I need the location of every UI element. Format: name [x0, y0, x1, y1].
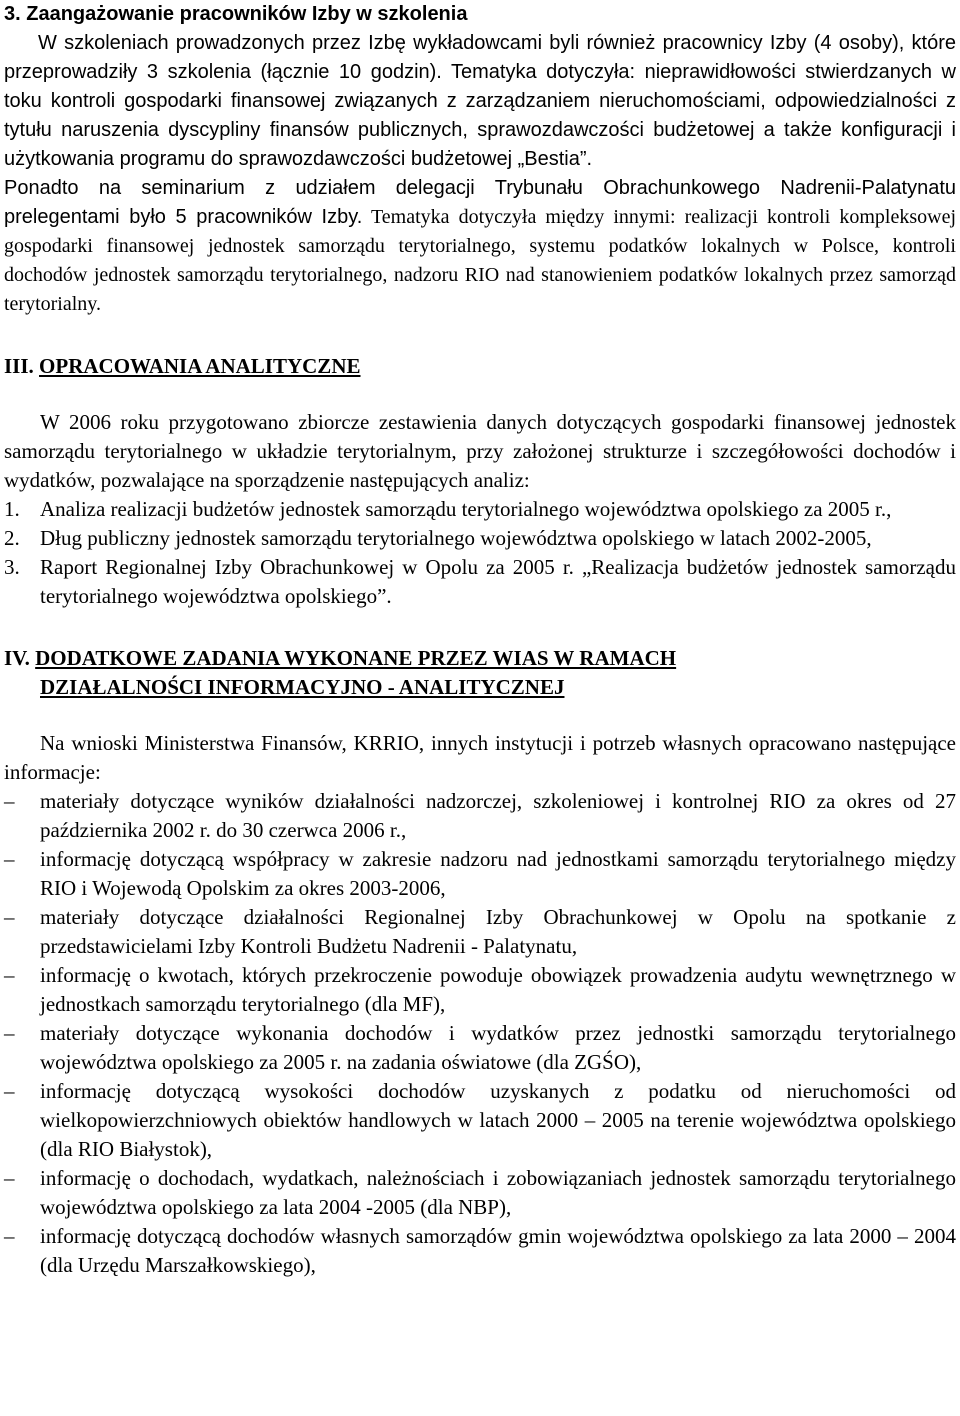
document-page	[4, 0, 956, 1280]
list-item-text: informację o kwotach, których przekroczenie powoduje obowiązek prowadzenia audytu wewnętrznego w jednostkach samorządu terytorialnego (dla MF),	[40, 963, 956, 1016]
list-item	[4, 553, 956, 611]
list-item-number: 1.	[4, 497, 20, 521]
list-item	[4, 1164, 956, 1222]
list-item-text: Analiza realizacji budżetów jednostek samorządu terytorialnego województwa opolskiego za 2005 r.,	[40, 497, 892, 521]
list-item	[4, 961, 956, 1019]
list-item-text: Dług publiczny jednostek samorządu terytorialnego województwa opolskiego w latach 2002-2005,	[40, 526, 872, 550]
list-item-text: informację dotyczącą wysokości dochodów uzyskanych z podatku od nieruchomości od wielkopowierzchniowych obiektów handlowych w latach 2000 – 2005 na terenie województwa opolskiego (dla RIO Białystok),	[40, 1079, 956, 1161]
list-item-text: informację o dochodach, wydatkach, należnościach i zobowiązaniach jednostek samorządu terytorialnego województwa opolskiego za lata 2004 -2005 (dla NBP),	[40, 1166, 956, 1219]
section-iii-title: OPRACOWANIA ANALITYCZNE	[39, 354, 361, 378]
dash-bullet: –	[4, 963, 15, 987]
section-iv-title-line-2: DZIAŁALNOŚCI INFORMACYJNO - ANALITYCZNEJ	[40, 675, 565, 699]
list-item	[4, 524, 956, 553]
dash-bullet: –	[4, 1021, 15, 1045]
section-iv-title-line-1: DODATKOWE ZADANIA WYKONANE PRZEZ WIAS W RAMACH	[35, 646, 677, 670]
dash-bullet: –	[4, 1079, 15, 1103]
section-iv-intro: Na wnioski Ministerstwa Finansów, KRRIO, innych instytucji i potrzeb własnych opracowano następujące informacje:	[4, 731, 956, 784]
section-iii-heading	[4, 352, 956, 381]
list-item	[4, 787, 956, 845]
dash-bullet: –	[4, 1166, 15, 1190]
dash-bullet: –	[4, 847, 15, 871]
list-item	[4, 1077, 956, 1164]
list-item-number: 3.	[4, 555, 20, 579]
section-3-paragraph-2-part-a: Ponadto na seminarium z udziałem delegacji Trybunału Obrachunkowego Nadrenii-Palatynatu prelegentami było 5 pracowników Izby.	[4, 177, 956, 228]
list-item-text: informację dotyczącą dochodów własnych samorządów gmin województwa opolskiego za lata 2000 – 2004 (dla Urzędu Marszałkowskiego),	[40, 1224, 956, 1277]
section-3-paragraph-1: W szkoleniach prowadzonych przez Izbę wykładowcami byli również pracownicy Izby (4 osoby), które przeprowadziły 3 szkolenia (łącznie 10 godzin). Tematyka dotyczyła: nieprawidłowości stwierdzanych w toku kontroli gospodarki finansowej związanych z zarządzaniem nieruchomościami, odpowiedzialności z tytułu naruszenia dyscypliny finansów publicznych, sprawozdawczości budżetowej a także konfiguracji i użytkowania programu do sprawozdawczości budżetowej „Bestia”.	[4, 32, 956, 170]
spacer	[4, 381, 956, 408]
section-3-paragraph-2-part-b: Tematyka dotyczyła między innymi: realizacji kontroli kompleksowej gospodarki finansowej jednostek samorządu terytorialnego, systemu podatków lokalnych w Polsce, kontroli dochodów jednostek samorządu terytorialnego, nadzoru RIO nad stanowieniem podatków lokalnych przez samorząd terytorialny.	[4, 206, 957, 315]
section-iv-list	[4, 787, 956, 1280]
section-iv-number: IV.	[4, 646, 30, 670]
list-item-text: informację dotyczącą współpracy w zakresie nadzoru nad jednostkami samorządu terytorialnego między RIO i Wojewodą Opolskim za okres 2003-2006,	[40, 847, 956, 900]
list-item-text: Raport Regionalnej Izby Obrachunkowej w Opolu za 2005 r. „Realizacja budżetów jednostek samorządu terytorialnego województwa opolskiego”.	[40, 555, 956, 608]
list-item-number: 2.	[4, 526, 20, 550]
section-iii-intro: W 2006 roku przygotowano zbiorcze zestawienia danych dotyczących gospodarki finansowej jednostek samorządu terytorialnego w układzie terytorialnym, przy założonej strukturze i szczegółowości dochodów i wydatków, pozwalające na sporządzenie następujących analiz:	[4, 410, 956, 492]
dash-bullet: –	[4, 905, 15, 929]
list-item	[4, 495, 956, 524]
section-3-heading: 3. Zaangażowanie pracowników Izby w szkolenia	[4, 3, 468, 25]
spacer	[4, 319, 956, 352]
list-item	[4, 845, 956, 903]
list-item	[4, 1222, 956, 1280]
list-item	[4, 1019, 956, 1077]
spacer	[4, 611, 956, 644]
list-item	[4, 903, 956, 961]
list-item-text: materiały dotyczące działalności Regionalnej Izby Obrachunkowej w Opolu na spotkanie z przedstawicielami Izby Kontroli Budżetu Nadrenii - Palatynatu,	[40, 905, 956, 958]
section-iii-number: III.	[4, 354, 34, 378]
list-item-text: materiały dotyczące wykonania dochodów i wydatków przez jednostki samorządu terytorialnego województwa opolskiego za 2005 r. na zadania oświatowe (dla ZGŚO),	[40, 1021, 956, 1074]
section-iv-heading	[4, 644, 956, 702]
dash-bullet: –	[4, 789, 15, 813]
list-item-text: materiały dotyczące wyników działalności nadzorczej, szkoleniowej i kontrolnej RIO za okres od 27 października 2002 r. do 30 czerwca 2006 r.,	[40, 789, 956, 842]
section-iii-list	[4, 495, 956, 611]
dash-bullet: –	[4, 1224, 15, 1248]
spacer	[4, 702, 956, 729]
section-3-paragraph-2	[4, 174, 956, 319]
